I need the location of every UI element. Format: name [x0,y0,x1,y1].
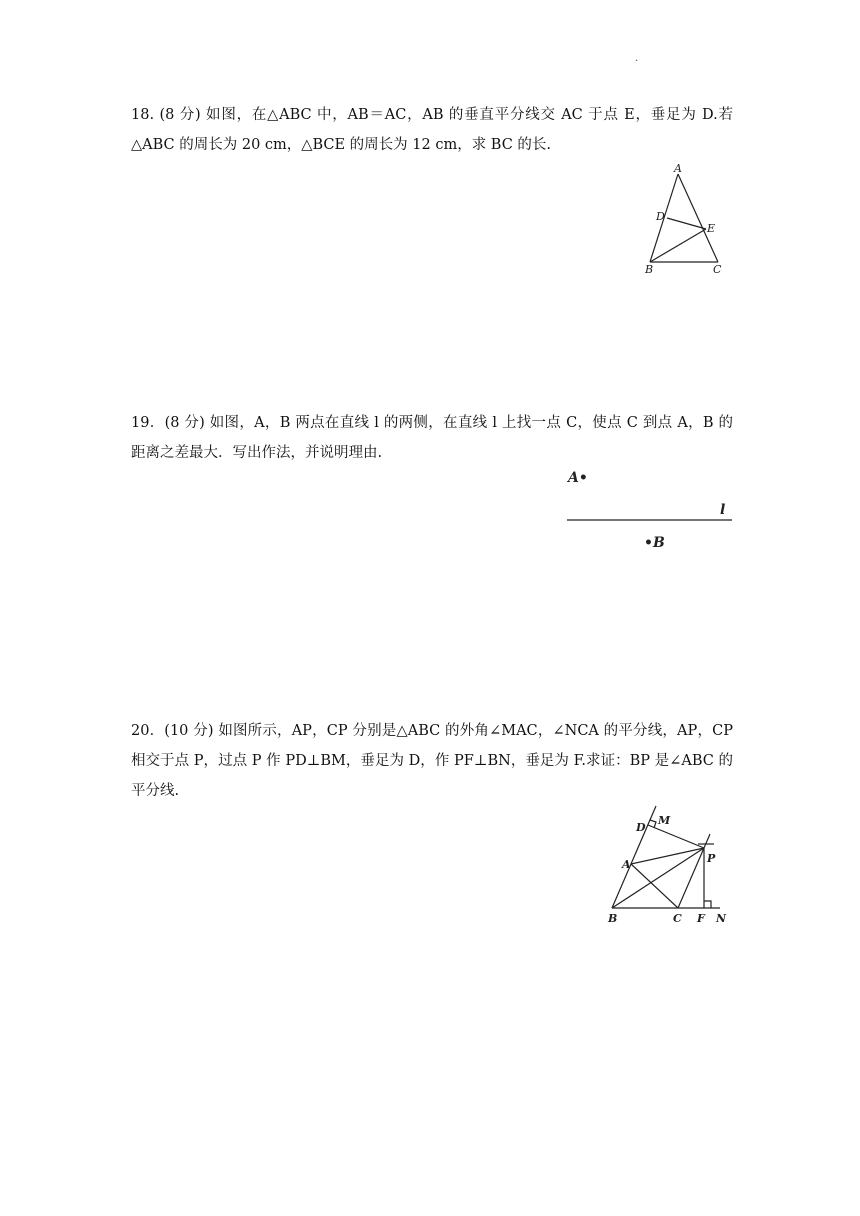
segment-bp [612,848,704,908]
label-a: A [674,162,682,175]
label-point-b: •B [644,535,665,551]
segment-ac [678,174,718,262]
label-c: C [673,912,682,925]
label-a: A [622,858,631,871]
problem-18-text: 18. (8 分) 如图，在△ABC 中，AB＝AC，AB 的垂直平分线交 AC 于点 E，垂足为 D.若△ABC 的周长为 20 cm，△BCE 的周长为 12 cm，求 BC 的长. [131,107,733,153]
right-angle-f [704,901,711,908]
label-p: P [707,852,716,865]
label-m: M [658,814,671,827]
label-d: D [636,821,646,834]
segment-ap [631,848,704,864]
problem-20-text: 20．(10 分) 如图所示，AP，CP 分别是△ABC 的外角∠MAC，∠NCA 的平分线，AP，CP 相交于点 P，过点 P 作 PD⊥BM，垂足为 D，作 PF⊥BN，垂足为 F.求证：BP 是∠ABC 的平分线. [131,723,733,799]
problem-19-text: 19．(8 分) 如图，A，B 两点在直线 l 的两侧，在直线 l 上找一点 C，使点 C 到点 A，B 的距离之差最大．写出作法，并说明理由. [131,415,733,461]
label-e: E [707,222,716,235]
extension-mark-2 [704,834,710,848]
figure-19-line [560,462,740,554]
figure-18-triangle [640,160,730,280]
segment-ac [631,864,678,908]
label-f: F [697,912,705,925]
page-mark: · [635,56,639,67]
label-b: B [608,912,618,925]
label-n: N [716,912,727,925]
label-line-l: l [720,502,726,518]
label-d: D [656,210,665,223]
figure-20-bisectors [600,800,740,930]
label-b: B [645,263,654,276]
ray-bm [612,806,656,908]
segment-pd [648,825,704,848]
label-point-a: A• [568,470,588,486]
label-c: C [713,263,722,276]
